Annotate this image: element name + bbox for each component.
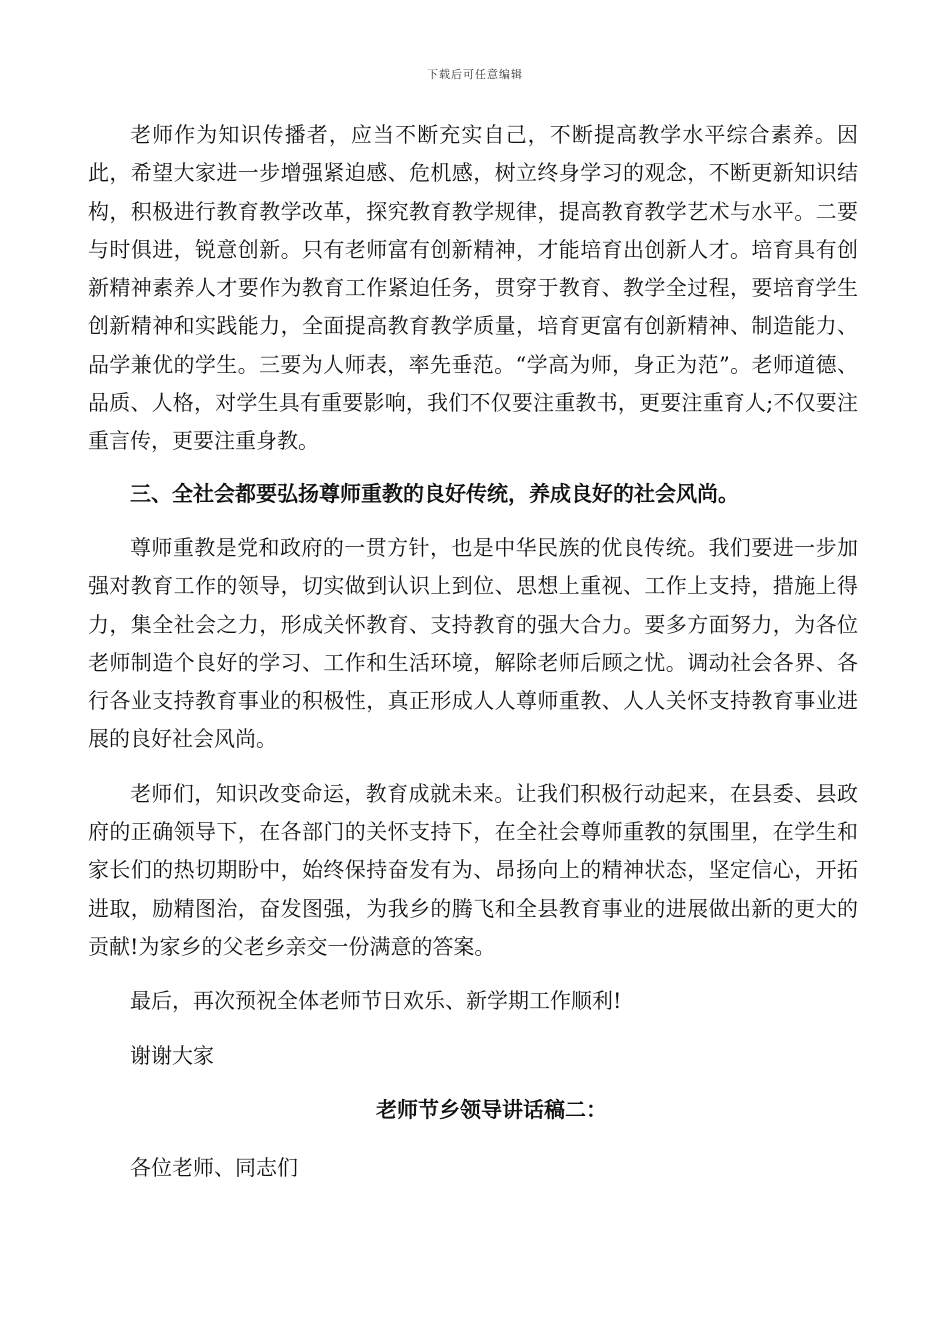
paragraph-closing-wishes: 最后，再次预祝全体老师节日欢乐、新学期工作顺利! — [130, 989, 622, 1014]
paragraph-call-to-action: 老师们，知识改变命运，教育成就未来。让我们积极行动起来，在县委、县政府的正确领导下，在各部门的关怀支持下，在全社会尊师重教的氛围里，在学生和家长们的热切期盼中，始终保持奋发有为、昂扬向上的精神状态，坚定信心，开拓进取，励精图治，奋发图强，为我乡的腾飞和全县教育事业的进展做出新的更大的贡献!为家乡的父老乡亲交一份满意的答案。 — [88, 781, 858, 959]
document-body — [88, 116, 858, 1187]
paragraph-respect-teachers: 尊师重教是党和政府的一贯方针，也是中华民族的优良传统。我们要进一步加强对教育工作的领导，切实做到认识上到位、思想上重视、工作上支持，措施上得力，集全社会之力，形成关怀教育、支持教育的强大合力。要多方面努力，为各位老师制造个良好的学习、工作和生活环境，解除老师后顾之忧。调动社会各界、各行各业支持教育事业的积极性，真正形成人人尊师重教、人人关怀支持教育事业进展的良好社会风尚。 — [88, 535, 858, 752]
paragraph-teacher-quality: 老师作为知识传播者，应当不断充实自己，不断提高教学水平综合素养。因此，希望大家进一步增强紧迫感、危机感，树立终身学习的观念，不断更新知识结构，积极进行教育教学改革，探究教育教学规律，提高教育教学艺术与水平。二要与时俱进，锐意创新。只有老师富有创新精神，才能培育出创新人才。培育具有创新精神素养人才要作为教育工作紧迫任务，贯穿于教育、教学全过程，要培育学生创新精神和实践能力，全面提高教育教学质量，培育更富有创新精神、制造能力、品学兼优的学生。三要为人师表，率先垂范。“学高为师，身正为范”。老师道德、品质、人格，对学生具有重要影响，我们不仅要注重教书，更要注重育人;不仅要注重言传，更要注重身教。 — [88, 123, 858, 454]
section-heading-three: 三、全社会都要弘扬尊师重教的良好传统，养成良好的社会风尚。 — [130, 480, 739, 506]
page-header-note: 下载后可任意编辑 — [427, 68, 523, 81]
speech-two-title: 老师节乡领导讲话稿二： — [376, 1096, 607, 1122]
paragraph-thanks: 谢谢大家 — [130, 1043, 214, 1068]
speech-two-greeting: 各位老师、同志们 — [130, 1156, 298, 1181]
